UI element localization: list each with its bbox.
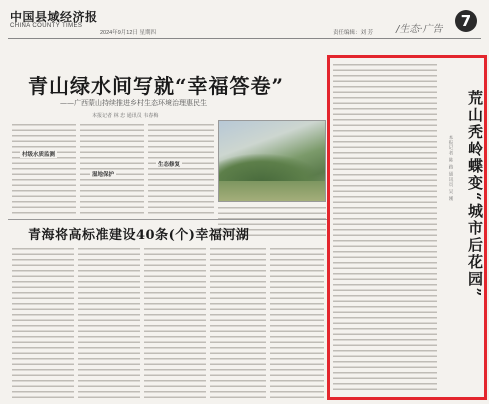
newspaper-name: 中国县域经济报 bbox=[10, 10, 98, 24]
text-column bbox=[78, 246, 140, 398]
text-column bbox=[80, 122, 144, 214]
header-rule bbox=[8, 38, 481, 39]
main-headline: 青山绿水间写就“幸福答卷” bbox=[28, 74, 285, 98]
section-subtitle: 湿地保护 bbox=[92, 172, 115, 178]
text-column bbox=[12, 122, 76, 214]
page-number-badge: 7 bbox=[455, 10, 477, 32]
section-subtitle: 生态修复 bbox=[158, 162, 181, 168]
highlight-frame bbox=[327, 55, 487, 400]
photo-field bbox=[219, 181, 325, 201]
editor-credit: 责任编辑：刘 芳 bbox=[333, 30, 374, 36]
section-subtitle: 村级水质监测 bbox=[22, 152, 56, 158]
section-label: /生态·广告 bbox=[396, 24, 443, 35]
masthead bbox=[8, 6, 481, 40]
main-byline: 本报记者 林 忠 通讯员 韦春梅 bbox=[92, 113, 159, 119]
main-subhead: ——广西蒙山持续推进乡村生态环境治理惠民生 bbox=[60, 99, 207, 107]
newspaper-english-name: CHINA COUNTY TIMES bbox=[10, 23, 83, 29]
highlight-byline: 本报记者 陈 路 通讯员 吴 刚 bbox=[448, 135, 453, 202]
article-divider bbox=[8, 219, 328, 220]
text-column bbox=[12, 246, 74, 398]
photo-hill bbox=[219, 153, 325, 183]
landscape-photo bbox=[218, 120, 326, 202]
issue-date: 2024年9月12日 星期四 bbox=[100, 30, 156, 36]
text-column bbox=[270, 246, 324, 398]
highlight-headline: 荒山秃岭蝶变“城市后花园” bbox=[466, 90, 484, 299]
text-column bbox=[144, 246, 206, 398]
second-headline: 青海将高标准建设40条(个)幸福河湖 bbox=[28, 228, 250, 243]
text-column bbox=[210, 246, 266, 398]
text-column bbox=[148, 122, 214, 214]
